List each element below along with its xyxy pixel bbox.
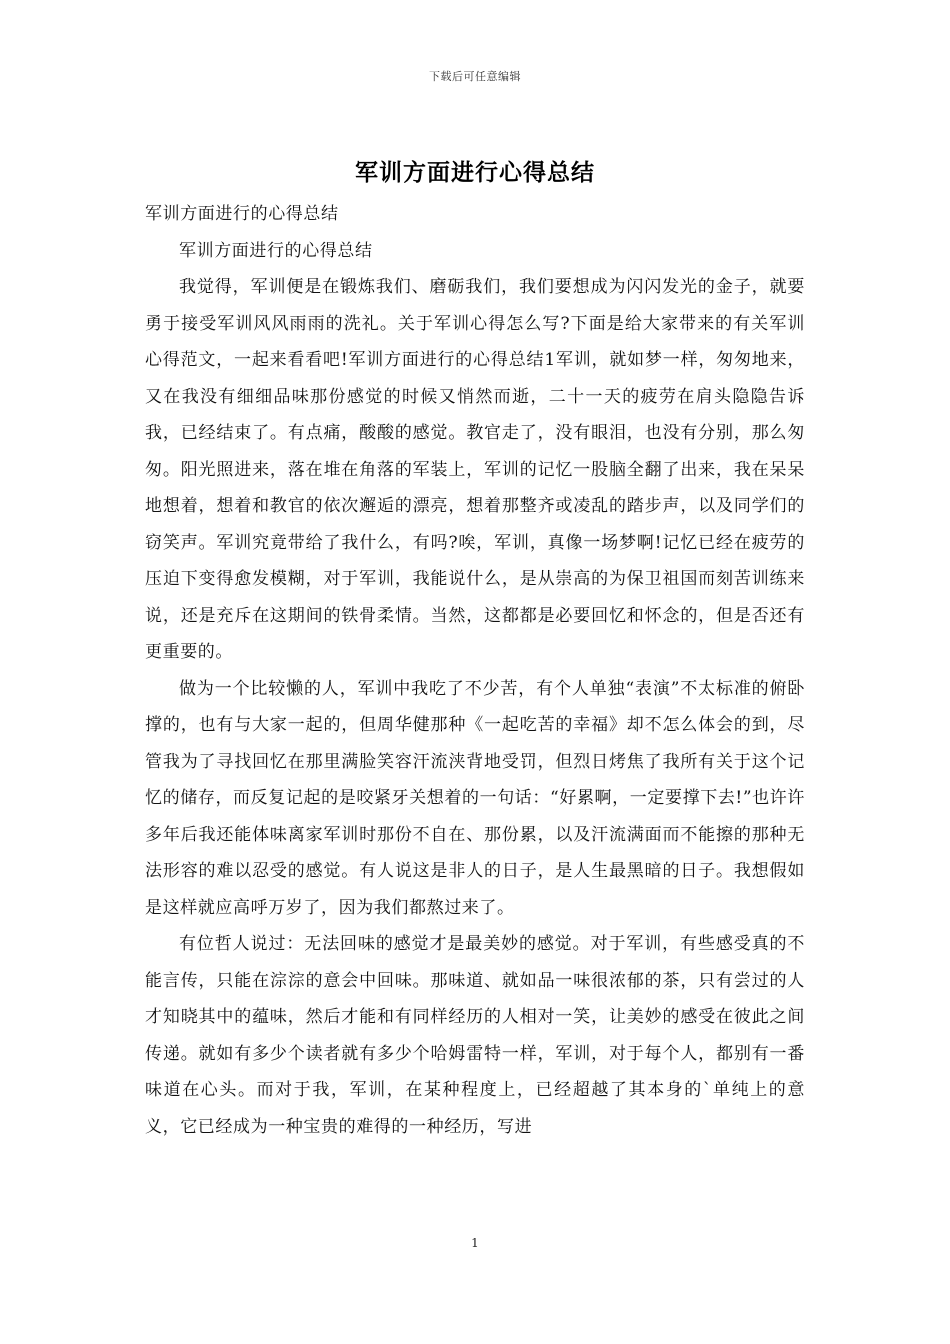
- document-subheading: 军训方面进行的心得总结: [179, 240, 373, 261]
- header-note: 下载后可任意编辑: [429, 70, 521, 83]
- paragraph-1: 我觉得，军训便是在锻炼我们、磨砺我们，我们要想成为闪闪发光的金子，就要勇于接受军训风风雨雨的洗礼。关于军训心得怎么写?下面是给大家带来的有关军训心得范文，一起来看看吧!军训方面进行的心得总结1军训，就如梦一样，匆匆地来，又在我没有细细品味那份感觉的时候又悄然而逝，二十一天的疲劳在肩头隐隐告诉我，已经结束了。有点痛，酸酸的感觉。教官走了，没有眼泪，也没有分别，那么匆匆。阳光照进来，落在堆在角落的军装上，军训的记忆一股脑全翻了出来，我在呆呆地想着，想着和教官的依次邂逅的漂亮，想着那整齐或凌乱的踏步声，以及同学们的窃笑声。军训究竟带给了我什么，有吗?唉，军训，真像一场梦啊!记忆已经在疲劳的压迫下变得愈发模糊，对于军训，我能说什么，是从崇高的为保卫祖国而刻苦训练来说，还是充斥在这期间的铁骨柔情。当然，这都都是必要回忆和怀念的，但是否还有更重要的。: [145, 277, 805, 662]
- page-number: 1: [471, 1236, 479, 1250]
- paragraph-2: 做为一个比较懒的人，军训中我吃了不少苦，有个人单独“表演”不太标准的俯卧撑的，也有与大家一起的，但周华健那种《一起吃苦的幸福》却不怎么体会的到，尽管我为了寻找回忆在那里满脸笑容汗流浃背地受罚，但烈日烤焦了我所有关于这个记忆的储存，而反复记起的是咬紧牙关想着的一句话：“好累啊，一定要撑下去!”也许许多年后我还能体味离家军训时那份不自在、那份累，以及汗流满面而不能擦的那种无法形容的难以忍受的感觉。有人说这是非人的日子，是人生最黑暗的日子。我想假如是这样就应高呼万岁了，因为我们都熬过来了。: [145, 678, 805, 918]
- document-body: [145, 196, 805, 1145]
- document-subtitle: 军训方面进行的心得总结: [145, 204, 339, 224]
- document-title: 军训方面进行心得总结: [355, 159, 595, 186]
- paragraph-3: 有位哲人说过：无法回味的感觉才是最美妙的感觉。对于军训，有些感受真的不能言传，只能在淙淙的意会中回味。那味道、就如品一味很浓郁的茶，只有尝过的人才知晓其中的蕴味，然后才能和有同样经历的人相对一笑，让美妙的感受在彼此之间传递。就如有多少个读者就有多少个哈姆雷特一样，军训，对于每个人，都别有一番味道在心头。而对于我，军训，在某种程度上，已经超越了其本身的`单纯上的意义，它已经成为一种宝贵的难得的一种经历，写进: [145, 934, 805, 1137]
